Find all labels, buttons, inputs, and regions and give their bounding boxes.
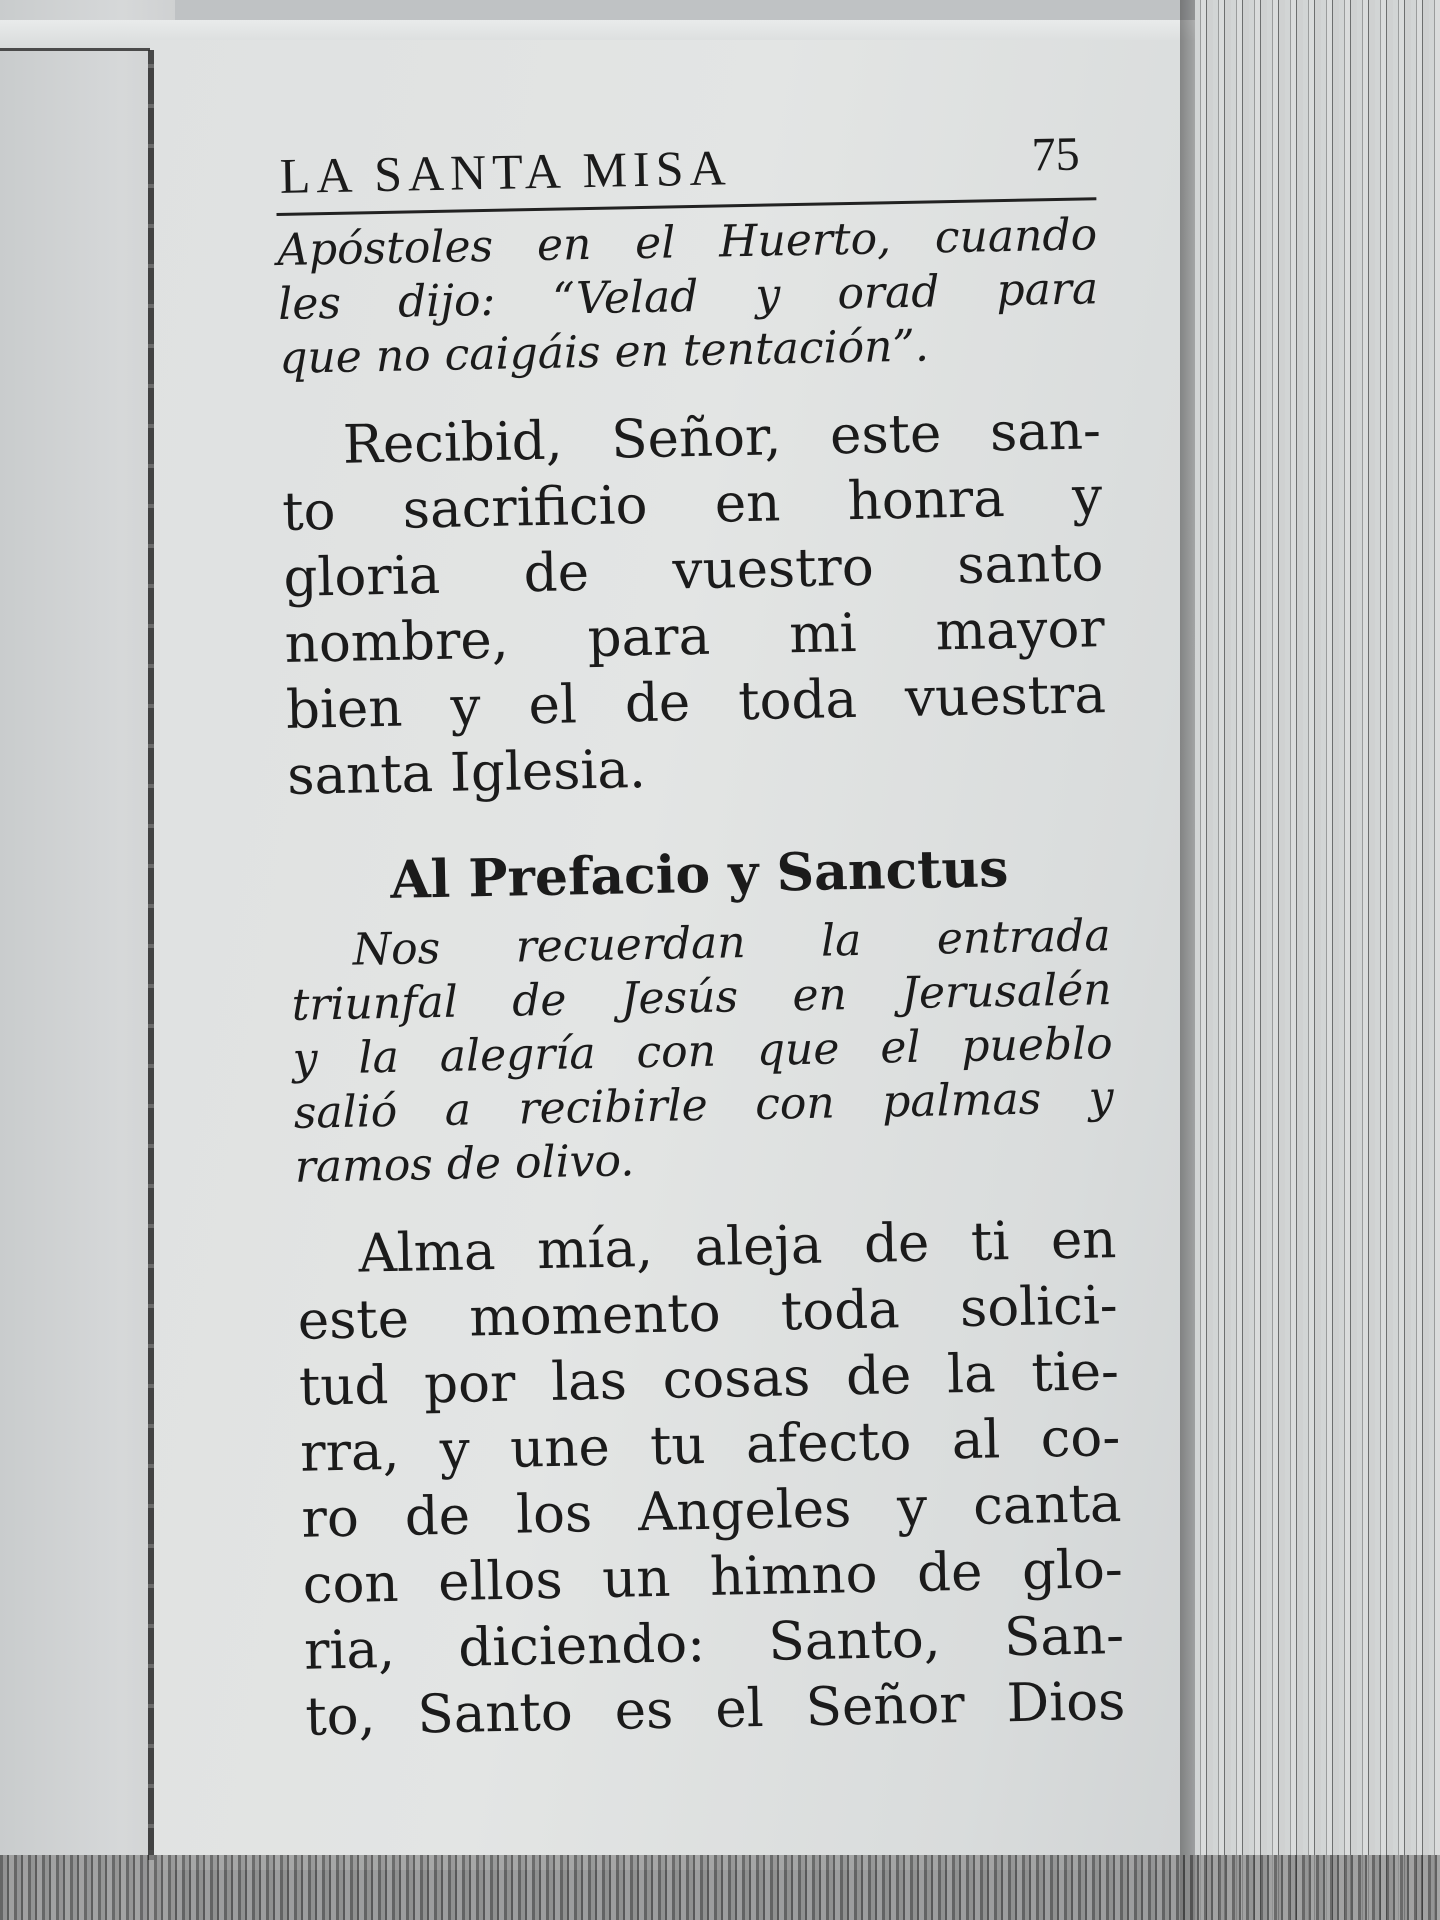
prayer-line: ro de los Angeles y canta — [300, 1473, 1123, 1550]
section-note-line: salió a recibirle con palmas y — [293, 1072, 1115, 1139]
prayer-sanctus — [296, 1207, 1126, 1751]
page-text — [275, 119, 1126, 1750]
prayer-line: nombre, para mi mayor — [284, 598, 1106, 675]
prayer-line: to, Santo es el Señor Dios — [304, 1670, 1126, 1748]
intro-note — [277, 208, 1100, 386]
prayer-line: santa Iglesia. — [286, 739, 647, 807]
page-stack-edges — [1195, 0, 1440, 1920]
section-heading: Al Prefacio y Sanctus — [389, 838, 1009, 911]
bottom-page-edge — [0, 1855, 1440, 1920]
prayer-line: ria, diciendo: Santo, San- — [303, 1604, 1125, 1682]
section-note-line: Nos recuerdan la entrada — [352, 910, 1112, 976]
prayer-offering — [280, 398, 1107, 810]
prayer-line: con ellos un himno de glo- — [302, 1538, 1124, 1616]
prayer-line: to sacrificio en honra y — [281, 466, 1103, 543]
intro-note-line: que no caigáis en tentación”. — [278, 320, 930, 384]
prayer-line: Alma mía, aleja de ti en — [357, 1209, 1117, 1285]
gutter-binding-line — [148, 50, 154, 1860]
prayer-line: gloria de vuestro santo — [282, 532, 1104, 609]
intro-note-line: Apóstoles en el Huerto, cuando — [276, 209, 1098, 276]
prayer-line: tud por las cosas de la tie- — [298, 1341, 1120, 1418]
section-note-line: ramos de olivo. — [294, 1135, 635, 1193]
intro-note-line: les dijo: “Velad y orad para — [277, 263, 1099, 330]
section-note-line: y la alegría con que el pueblo — [292, 1018, 1114, 1085]
prayer-line: rra, y une tu afecto al co- — [299, 1407, 1121, 1484]
prayer-line: este momento toda solici- — [297, 1275, 1119, 1352]
page-number: 75 — [1031, 127, 1081, 182]
prayer-line: Recibid, Señor, este san- — [342, 400, 1102, 476]
running-head — [275, 119, 1096, 216]
running-title: LA SANTA MISA — [279, 139, 733, 204]
section-note-line: triunfal de Jesús en Jerusalén — [291, 964, 1113, 1031]
prayer-line: bien y el de toda vuestra — [285, 664, 1107, 741]
section-note — [290, 909, 1115, 1195]
